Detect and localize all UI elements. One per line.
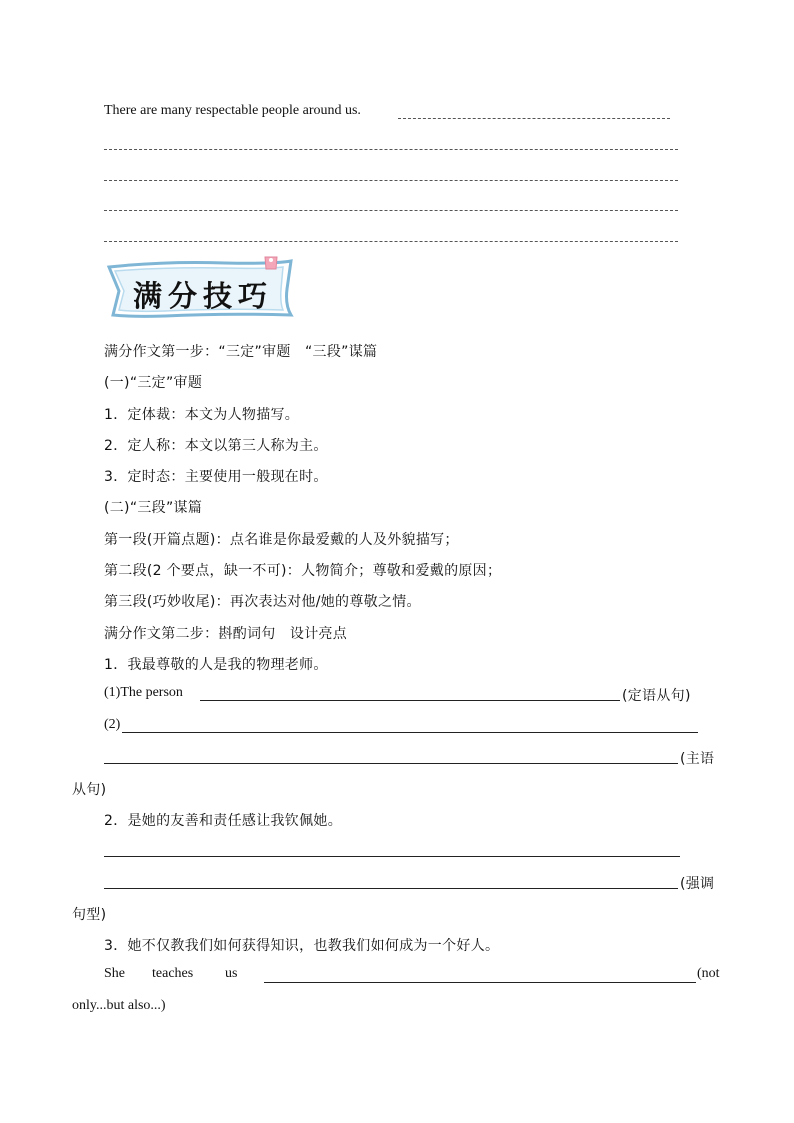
question-3: 3．她不仅教我们如何获得知识，也教我们如何成为一个好人。 [104,938,500,954]
q2-hint-wrap: 句型) [72,907,107,923]
answer-line[interactable] [104,856,680,857]
writing-line [104,180,678,181]
question-1: 1．我最尊敬的人是我的物理老师。 [104,657,328,673]
point-genre: 1．定体裁：本文为人物描写。 [104,407,300,423]
answer-line[interactable] [104,763,678,764]
answer-line[interactable] [104,888,678,889]
part2-heading: (二)“三段”谋篇 [104,500,203,516]
point-tense: 3．定时态：主要使用一般现在时。 [104,469,328,485]
q3-word-she: She [104,966,125,981]
q2-hint: (强调 [680,876,715,892]
answer-line[interactable] [200,700,620,701]
q3-hint-wrap: only...but also...) [72,998,166,1013]
part1-heading: (一)“三定”审题 [104,375,203,391]
writing-line [104,210,678,211]
q3-word-teaches: teaches [152,966,194,981]
paragraph-1-plan: 第一段(开篇点题)：点名谁是你最爱戴的人及外貌描写； [104,532,459,548]
prompt-sentence: There are many respectable people around us. [104,103,361,118]
banner-title: 满分技巧 [133,279,274,313]
step1-heading: 满分作文第一步：“三定”审题 “三段”谋篇 [104,344,378,360]
q1b-hint: (主语 [680,751,715,767]
writing-line [104,149,678,150]
step2-heading: 满分作文第二步：斟酌词句 设计亮点 [104,626,348,642]
point-person: 2．定人称：本文以第三人称为主。 [104,438,328,454]
q1a-prefix: (1)The person [104,685,183,700]
answer-line[interactable] [122,732,698,733]
writing-line [398,118,670,119]
q1b-hint-wrap: 从句) [72,782,107,798]
q3-word-us: us [225,966,238,981]
question-2: 2．是她的友善和责任感让我钦佩她。 [104,813,343,829]
q1b-prefix: (2) [104,717,121,732]
writing-line [104,241,678,242]
q1a-hint: (定语从句) [622,688,691,704]
paragraph-2-plan: 第二段(2 个要点，缺一不可)：人物简介；尊敬和爱戴的原因； [104,563,502,579]
paragraph-3-plan: 第三段(巧妙收尾)：再次表达对他/她的尊敬之情。 [104,594,421,610]
q3-hint: (not [697,966,720,981]
answer-line[interactable] [264,982,696,983]
